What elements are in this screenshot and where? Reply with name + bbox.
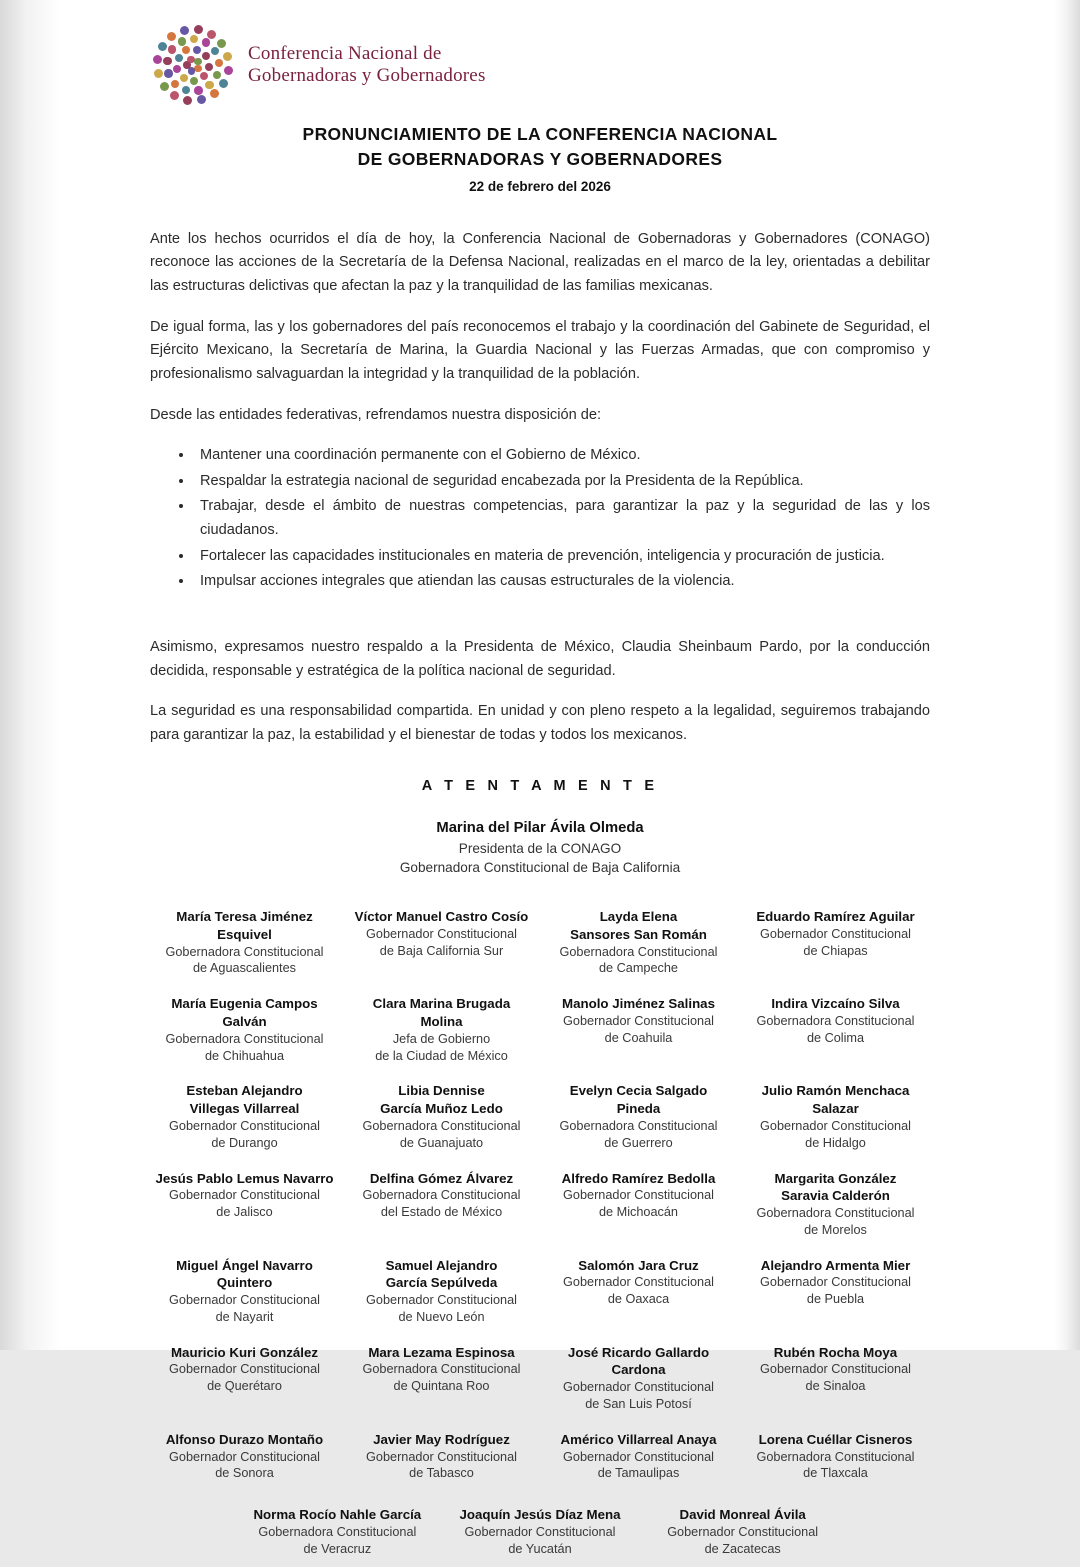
signer-role: Gobernador Constitucional de Durango (169, 1118, 320, 1150)
signer-entry (544, 986, 733, 1073)
signer-role: Gobernadora Constitucional de Quintana Roo (362, 1362, 521, 1394)
signer-entry (150, 1422, 339, 1491)
intro-paragraphs (150, 228, 930, 427)
signer-entry (347, 1248, 536, 1335)
signer-entry (150, 986, 339, 1073)
signer-name: María Teresa Jiménez Esquivel (176, 909, 313, 942)
signer-name: Américo Villarreal Anaya (560, 1431, 717, 1447)
signer-name: Eduardo Ramírez Aguilar (756, 909, 915, 925)
signer-entry (347, 1161, 536, 1248)
lead-signer (150, 818, 930, 878)
signer-role: Gobernadora Constitucional de Guanajuato (362, 1118, 521, 1150)
signoff-label: A T E N T A M E N T E (421, 777, 659, 794)
signer-entry (544, 1161, 733, 1248)
signer-name: Manolo Jiménez Salinas (562, 996, 715, 1012)
signer-name: Clara Marina Brugada Molina (372, 996, 511, 1029)
signer-role: Gobernador Constitucional de Oaxaca (563, 1275, 714, 1307)
signer-entry (741, 899, 930, 986)
paragraph: Desde las entidades federativas, refrendamos nuestra disposición de: (150, 406, 602, 423)
signer-entry (544, 1073, 733, 1160)
signer-entry (347, 1073, 536, 1160)
signer-role: Gobernadora Constitucional del Estado de México (362, 1188, 521, 1220)
signer-entry (347, 899, 536, 986)
list-item: • Trabajar, desde el ámbito de nuestras competencias, para garantizar la paz y la seguridad de las y los ciudadanos. (194, 495, 930, 542)
signer-name: Alfredo Ramírez Bedolla (561, 1170, 716, 1186)
organization-title (248, 43, 486, 88)
signer-role: Gobernadora Constitucional de Chihuahua (165, 1031, 324, 1063)
signer-role: Gobernadora Constitucional de Veracruz (258, 1525, 417, 1556)
signer-role: Gobernadora Constitucional de Guerrero (559, 1118, 718, 1150)
signer-role: Gobernadora Constitucional de Colima (756, 1013, 915, 1045)
signer-entry (150, 1248, 339, 1335)
signer-role: Gobernador Constitucional de San Luis Potosí (563, 1380, 714, 1412)
signer-role: Gobernador Constitucional de Tabasco (366, 1449, 517, 1481)
signer-entry (741, 1248, 930, 1335)
conago-logo-icon (150, 22, 236, 108)
masthead (150, 0, 930, 108)
lead-signer-name: Marina del Pilar Ávila Olmeda (436, 819, 644, 836)
signer-entry (347, 1335, 536, 1422)
signer-role: Gobernadora Constitucional de Aguascalientes (165, 944, 324, 976)
paragraph: Asimismo, expresamos nuestro respaldo a la Presidenta de México, Claudia Sheinbaum Pardo, por la conducción decidida, responsable y estratégica de la política nacional de seguridad. (150, 639, 930, 679)
signer-name: Joaquín Jesús Díaz Mena (459, 1507, 621, 1523)
signer-name: David Monreal Ávila (679, 1507, 806, 1523)
signer-name: Evelyn Cecia Salgado Pineda (569, 1083, 708, 1117)
signer-name: Indira Vizcaíno Silva (771, 996, 900, 1012)
signer-name: Esteban Alejandro Villegas Villarreal (186, 1083, 303, 1117)
signer-role: Jefa de Gobierno de la Ciudad de México (375, 1031, 508, 1063)
signer-role: Gobernador Constitucional de Sinaloa (760, 1362, 911, 1394)
signer-role: Gobernador Constitucional de Querétaro (169, 1362, 320, 1394)
signer-role: Gobernador Constitucional de Sonora (169, 1449, 320, 1481)
signer-name: Víctor Manuel Castro Cosío (354, 909, 529, 925)
signer-entry (645, 1497, 840, 1566)
signer-role: Gobernador Constitucional de Puebla (760, 1275, 911, 1307)
signer-name: Miguel Ángel Navarro Quintero (176, 1257, 313, 1291)
page-title (150, 122, 930, 172)
signer-entry (347, 986, 536, 1073)
signer-entry (741, 1335, 930, 1422)
signer-name: Salomón Jara Cruz (578, 1257, 699, 1273)
signer-entry (150, 1335, 339, 1422)
signer-role: Gobernador Constitucional de Chiapas (760, 926, 911, 958)
signer-entry (544, 1422, 733, 1491)
signer-role: Gobernador Constitucional de Coahuila (563, 1013, 714, 1045)
signer-name: Layda Elena Sansores San Román (570, 909, 707, 942)
list-item: • Respaldar la estrategia nacional de seguridad encabezada por la Presidenta de la República. (194, 470, 930, 494)
signer-entry (150, 1073, 339, 1160)
list-item: • Mantener una coordinación permanente con el Gobierno de México. (194, 444, 930, 468)
signer-entry (347, 1422, 536, 1491)
document-date: 22 de febrero del 2026 (469, 178, 611, 194)
document-body (150, 228, 930, 748)
page-title-line2: DE GOBERNADORAS Y GOBERNADORES (357, 148, 723, 169)
paragraph: De igual forma, las y los gobernadores del país reconocemos el trabajo y la coordinación del Gabinete de Seguridad, el Ejército Mexicano, la Secretaría de Marina, la Guardia Nacional y las Fuerzas Armadas, que con compromiso y profesionalismo salvaguardan la integridad y la tranquilidad de la población. (150, 318, 930, 382)
signer-name: Alfonso Durazo Montaño (165, 1431, 324, 1447)
paragraph: La seguridad es una responsabilidad compartida. En unidad y con pleno respeto a la legalidad, seguiremos trabajando para garantizar la paz, la estabilidad y el bienestar de todas y todos los mexicanos. (150, 703, 930, 743)
signer-entry (443, 1497, 638, 1566)
list-item: • Fortalecer las capacidades institucionales en materia de prevención, inteligencia y procuración de justicia. (194, 545, 930, 569)
signer-name: Norma Rocío Nahle García (253, 1507, 422, 1523)
signer-role: Gobernador Constitucional de Nuevo León (366, 1293, 517, 1324)
signer-name: Delfina Gómez Álvarez (369, 1170, 514, 1186)
signer-role: Gobernador Constitucional de Yucatán (464, 1525, 616, 1556)
signer-role: Gobernador Constitucional de Michoacán (563, 1188, 714, 1220)
signers-grid (150, 899, 930, 1491)
signer-name: Rubén Rocha Moya (773, 1344, 898, 1360)
signer-entry (741, 1073, 930, 1160)
signer-entry (741, 1422, 930, 1491)
signer-name: María Eugenia Campos Galván (171, 996, 318, 1029)
signer-role: Gobernador Constitucional de Zacatecas (667, 1525, 819, 1556)
list-item: • Impulsar acciones integrales que atiendan las causas estructurales de la violencia. (194, 570, 930, 594)
commitments-list (150, 444, 930, 594)
lead-signer-role-1: Presidenta de la CONAGO (458, 840, 622, 856)
signer-entry (544, 899, 733, 986)
signer-role: Gobernador Constitucional de Tamaulipas (563, 1449, 714, 1481)
signer-role: Gobernadora Constitucional de Tlaxcala (756, 1449, 915, 1481)
body-spacer (150, 596, 930, 636)
signer-name: Jesús Pablo Lemus Navarro (155, 1170, 334, 1186)
signer-name: Alejandro Armenta Mier (760, 1257, 911, 1273)
signer-role: Gobernadora Constitucional de Morelos (756, 1205, 915, 1237)
signer-name: José Ricardo Gallardo Cardona (567, 1344, 710, 1378)
paragraph: Ante los hechos ocurridos el día de hoy, la Conferencia Nacional de Gobernadoras y Gobernadores (CONAGO) reconoce las acciones de la Secretaría de la Defensa Nacional, realizadas en el marco de la ley, orientadas a debilitar las estructuras delictivas que afectan la paz y la tranquilidad de las familias mexicanas. (150, 230, 930, 294)
signer-role: Gobernador Constitucional de Baja California Sur (366, 926, 517, 958)
signer-name: Mara Lezama Espinosa (368, 1344, 515, 1360)
signer-entry (544, 1335, 733, 1422)
signer-name: Julio Ramón Menchaca Salazar (761, 1083, 910, 1117)
signer-name: Lorena Cuéllar Cisneros (758, 1431, 913, 1447)
page-title-line1: PRONUNCIAMIENTO DE LA CONFERENCIA NACIONAL (302, 124, 778, 144)
signer-name: Margarita González Saravia Calderón (774, 1170, 897, 1204)
signer-name: Mauricio Kuri González (170, 1344, 319, 1360)
closing-paragraphs (150, 636, 930, 748)
signers-grid-last-row (150, 1497, 930, 1566)
signer-entry (150, 1161, 339, 1248)
lead-signer-role-2: Gobernadora Constitucional de Baja California (399, 859, 681, 875)
signer-role: Gobernador Constitucional de Hidalgo (760, 1118, 911, 1150)
signer-role: Gobernadora Constitucional de Campeche (559, 944, 718, 976)
organization-title-line1: Conferencia Nacional de (248, 42, 442, 64)
signer-name: Javier May Rodríguez (373, 1431, 510, 1447)
signer-entry (741, 986, 930, 1073)
signer-entry (544, 1248, 733, 1335)
signer-entry (150, 899, 339, 986)
signer-name: Samuel Alejandro García Sepúlveda (385, 1257, 498, 1291)
signer-role: Gobernador Constitucional de Jalisco (169, 1188, 320, 1220)
organization-title-line2: Gobernadoras y Gobernadores (248, 65, 486, 86)
signer-entry (741, 1161, 930, 1248)
signer-name: Libia Dennise García Muñoz Ledo (380, 1083, 503, 1117)
signer-entry (240, 1497, 435, 1566)
signer-role: Gobernador Constitucional de Nayarit (169, 1293, 320, 1324)
